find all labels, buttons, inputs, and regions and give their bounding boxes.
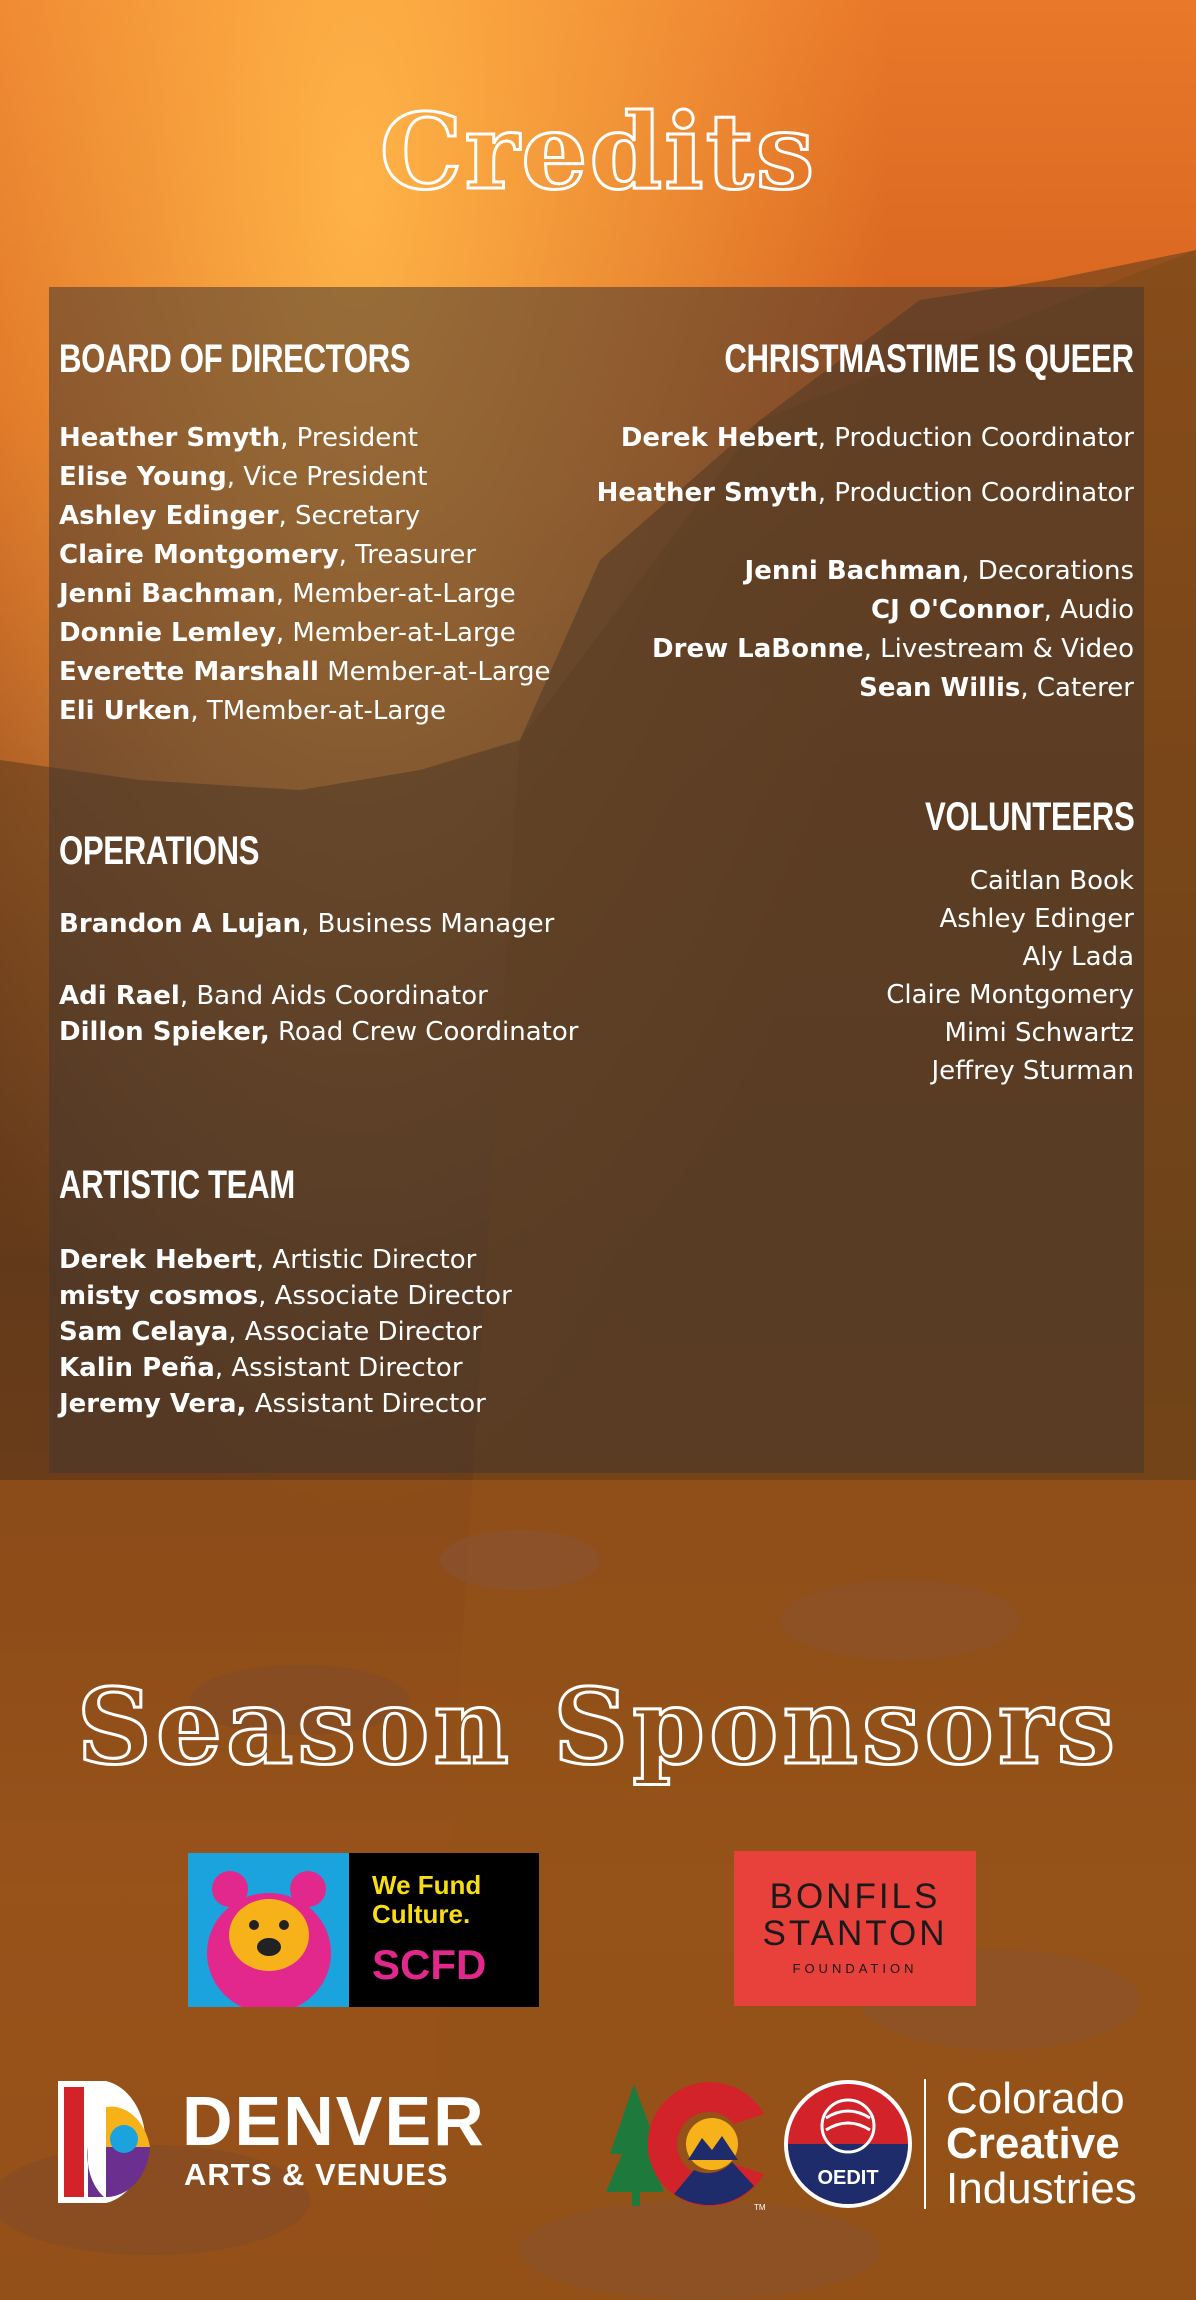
artistic-member: misty cosmos, Associate Director (59, 1281, 512, 1311)
bonfils-line3: FOUNDATION (792, 1960, 918, 1976)
christmastime-member: Jenni Bachman, Decorations (744, 556, 1134, 586)
denver-d-icon (54, 2077, 158, 2207)
volunteer-name: Jeffrey Sturman (931, 1056, 1134, 1086)
tm-mark: TM (754, 2203, 766, 2212)
colorado-creative-industries-logo (604, 2074, 1144, 2214)
christmastime-member: Sean Willis, Caterer (859, 673, 1134, 703)
volunteer-name: Aly Lada (1022, 942, 1134, 972)
volunteer-name: Claire Montgomery (886, 980, 1134, 1010)
volunteer-name: Mimi Schwartz (944, 1018, 1134, 1048)
board-member: Donnie Lemley, Member-at-Large (59, 618, 516, 648)
scfd-brand: SCFD (372, 1941, 487, 1988)
christmastime-member: Derek Hebert, Production Coordinator (620, 423, 1134, 453)
cci-line1: Colorado (946, 2074, 1125, 2123)
operations-heading: OPERATIONS (59, 829, 260, 873)
christmastime-member: Heather Smyth, Production Coordinator (596, 478, 1134, 508)
operations-member: Brandon A Lujan, Business Manager (59, 909, 555, 939)
bonfils-line1: BONFILS (769, 1877, 941, 1916)
artistic-heading: ARTISTIC TEAM (59, 1163, 295, 1207)
scfd-logo (188, 1853, 539, 2007)
operations-member: Dillon Spieker, Road Crew Coordinator (59, 1017, 579, 1047)
artistic-member: Sam Celaya, Associate Director (59, 1317, 482, 1347)
christmastime-heading: CHRISTMASTIME IS QUEER (724, 337, 1134, 381)
board-member: Eli Urken, TMember-at-Large (59, 696, 447, 726)
credits-title: Credits (379, 90, 817, 213)
bonfils-line2: STANTON (762, 1913, 948, 1953)
board-member: Everette Marshall Member-at-Large (59, 657, 551, 687)
board-member: Claire Montgomery, Treasurer (59, 540, 477, 570)
christmastime-member: Drew LaBonne, Livestream & Video (652, 634, 1134, 664)
board-member: Elise Young, Vice President (59, 462, 428, 492)
denver-arts-venues-logo (54, 2077, 514, 2207)
christmastime-member: CJ O'Connor, Audio (871, 595, 1134, 625)
colorado-c-oedit-icon (604, 2074, 914, 2214)
artistic-member: Kalin Peña, Assistant Director (59, 1353, 463, 1383)
board-heading: BOARD OF DIRECTORS (59, 337, 411, 381)
oedit-label: OEDIT (817, 2167, 879, 2189)
board-member: Ashley Edinger, Secretary (59, 501, 421, 531)
operations-member: Adi Rael, Band Aids Coordinator (59, 981, 488, 1011)
denver-sub: ARTS & VENUES (184, 2157, 449, 2192)
volunteer-name: Caitlan Book (969, 866, 1134, 896)
artistic-member: Jeremy Vera, Assistant Director (59, 1389, 486, 1419)
scfd-line1: We Fund (372, 1870, 482, 1900)
bear-icon (188, 1853, 349, 2007)
bonfils-stanton-logo (734, 1851, 976, 2006)
volunteer-name: Ashley Edinger (939, 904, 1134, 934)
board-member: Heather Smyth, President (59, 423, 418, 453)
volunteers-heading: VOLUNTEERS (924, 795, 1134, 839)
artistic-member: Derek Hebert, Artistic Director (59, 1245, 477, 1275)
cci-line2: Creative (946, 2119, 1120, 2168)
cci-line3: Industries (946, 2164, 1137, 2213)
sponsors-title: Season Sponsors (76, 1665, 1120, 1788)
scfd-line2: Culture. (372, 1898, 471, 1929)
logo-divider (924, 2079, 926, 2209)
denver-name: DENVER (182, 2082, 486, 2160)
board-member: Jenni Bachman, Member-at-Large (59, 579, 516, 609)
